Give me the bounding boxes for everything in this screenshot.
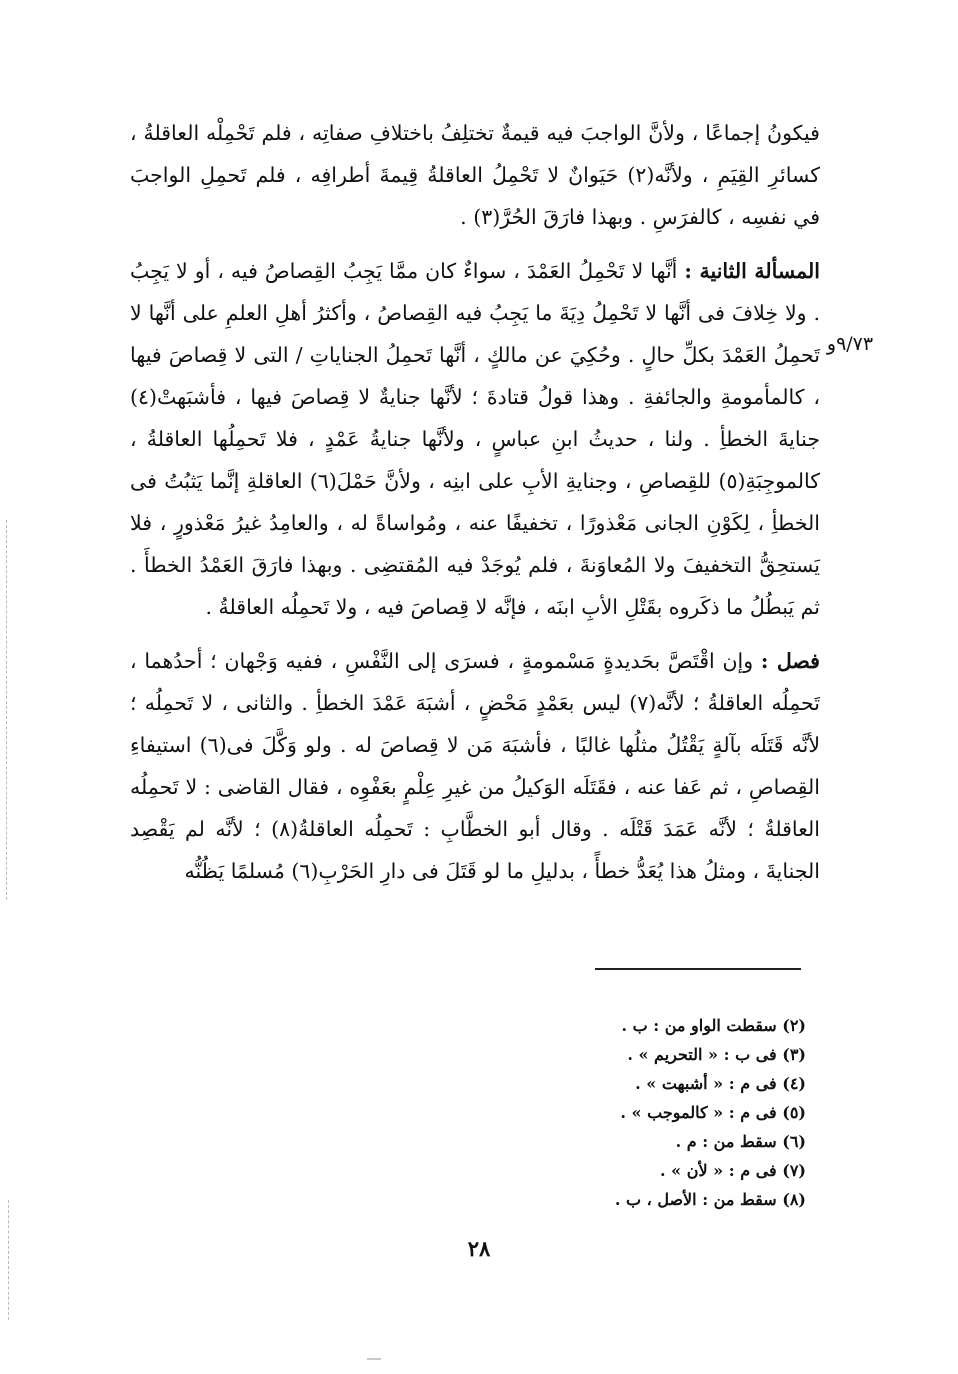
paragraph-fasl [130,640,820,892]
footnote: (٤) فى م : « أشبهت » . [635,1074,806,1093]
footnote: (٣) فى ب : « التحريم » . [627,1045,806,1064]
paragraph-1 [130,112,820,238]
footnote-separator [595,968,801,970]
footnote: (٧) فى م : « لأن » . [660,1161,806,1180]
page-number: ٢٨ [467,1236,491,1261]
footnote: (٦) سقط من : م . [675,1132,806,1151]
margin-folio-reference: ٩/٧٣و [826,333,874,355]
section-heading: فصل : [760,649,820,673]
paragraph-text: وإن اقْتَصَّ بحَديدةٍ مَسْمومةٍ ، فسرَى إلى النَّفْسِ ، ففيه وَجْهان ؛ أحدُهما ، تَحمِلُه العاقلةُ ؛ لأنَّه(٧) ليس بعَمْدٍ مَحْضٍ ، أشبَهَ عَمْدَ الخطأِ . والثانى ، لا تَحمِلُه ؛ لأنَّه قَتَلَه بآلةٍ يَقْتُلُ مثلُها غالبًا ، فأشبَهَ مَن لا قِصاصَ له . ولو وَكَّلَ فى(٦) استيفاءِ القِصاصِ ، ثم عَفا عنه ، فقَتَلَه الوَكيلُ من غيرِ عِلْمٍ بعَفْوِه ، فقال القاضى : لا تَحمِلُه العاقلةُ ؛ لأنَّه عَمَدَ قَتْلَه . وقال أبو الخطَّابِ : تَحمِلُه العاقلةُ(٨) ؛ لأنَّه لم يَقْصِد الجنايةَ ، ومثلُ هذا يُعَدُّ خطأً ، بدليلِ ما لو قَتَلَ فى دارِ الحَرْبِ(٦) مُسلمًا يَظُنُّه [130,649,821,883]
paragraph-masala-thaniya [130,250,820,628]
footnote: (٢) سقطت الواو من : ب . [621,1016,806,1035]
scan-smudge [367,1358,381,1360]
paragraph-text: أنَّها لا تَحْمِلُ العَمْدَ ، سواءٌ كان ممَّا يَجِبُ القِصاصُ فيه ، أو لا يَجِبُ . ولا خِلافَ فى أنَّها لا تَحْمِلُ دِيَةَ ما يَجِبُ فيه القِصاصُ ، وأكثرُ أهلِ العلمِ على أنَّها لا تَحمِلُ العَمْدَ بكلِّ حالٍ . وحُكِيَ عن مالكٍ ، أنَّها تَحمِلُ الجناياتِ / التى لا قِصاصَ فيها ، كالمأمومةِ والجائفةِ . وهذا قولُ قتادةَ ؛ لأنَّها جنايةٌ لا قِصاصَ فيها ، فأشبَهتْ(٤) جنايةَ الخطأِ . ولنا ، حديثُ ابنِ عباسٍ ، ولأنَّها جنايةُ عَمْدٍ ، فلا تَحمِلُها العاقلةُ ، كالموجِبَةِ(٥) للقِصاصِ ، وجنايةِ الأبِ على ابنِه ، ولأنَّ حَمْلَ(٦) العاقلةِ إنَّما يَثبُتُ فى الخطأِ ، لِكَوْنِ الجانى مَعْذورًا ، تخفيفًا عنه ، ومُواساةً له ، والعامِدُ غيرُ مَعْذورٍ ، فلا يَستحِقُّ التخفيفَ ولا المُعاوَنةَ ، فلم يُوجَدْ فيه المُقتضِى . وبهذا فارَقَ العَمْدُ الخطأَ . ثم يَبطُلُ ما ذكَروه بقَتْلِ الأبِ ابنَه ، فإنَّه لا قِصاصَ فيه ، ولا تَحمِلُه العاقلةُ . [130,259,820,619]
scan-edge-mark [6,520,7,900]
main-text [130,112,820,892]
footnotes-list [446,1011,806,1214]
footnote: (٥) فى م : « كالموجب » . [620,1103,806,1122]
footnote: (٨) سقط من : الأصل ، ب . [614,1190,806,1209]
section-heading: المسألة الثانية : [684,259,820,283]
paragraph-text: فيكونُ إجماعًا ، ولأنَّ الواجبَ فيه قيمةٌ تختلِفُ باختلافِ صفاتِه ، فلم تَحْمِلْه العاقلةُ ، كسائرِ القِيَمِ ، ولأنَّه(٢) حَيَوانٌ لا تَحْمِلُ العاقلةُ قِيمةَ أطرافِه ، فلم تَحمِلِ الواجبَ في نفسِه ، كالفرَسِ . وبهذا فارَقَ الحُرَّ(٣) . [130,121,820,229]
